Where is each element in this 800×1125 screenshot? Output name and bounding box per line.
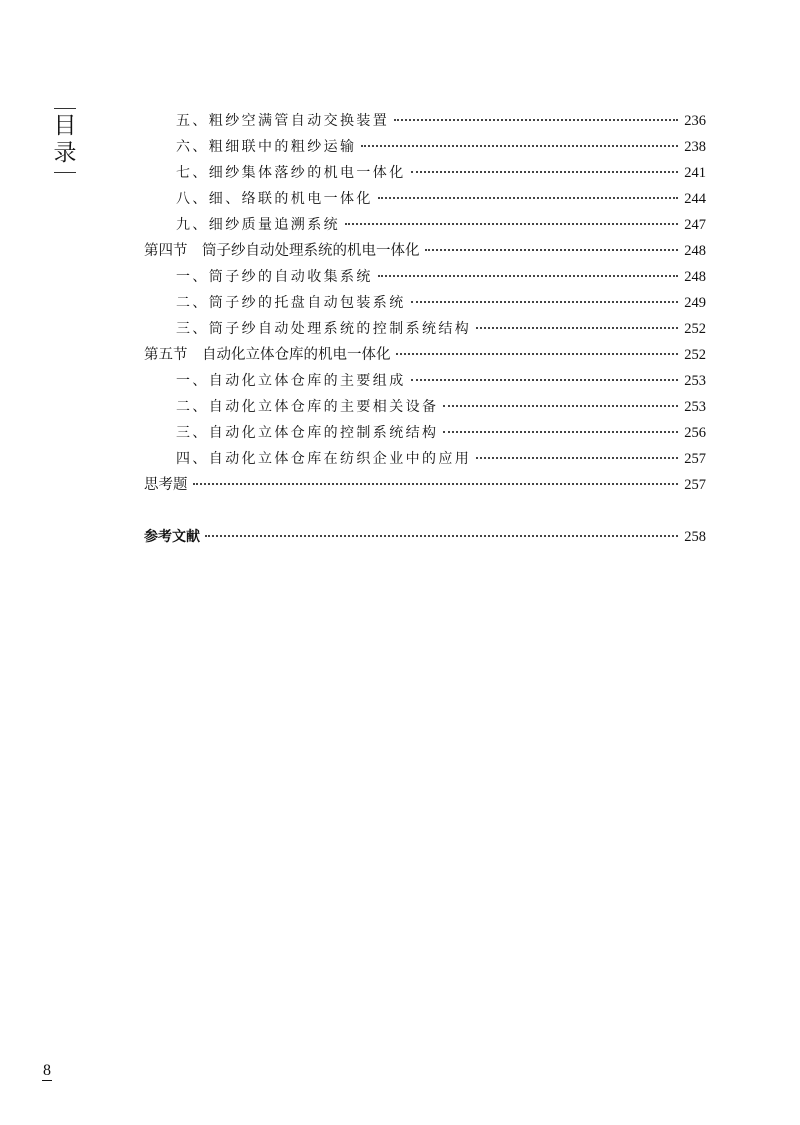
toc-entry-title: 二、自动化立体仓库的主要相关设备 xyxy=(176,399,439,415)
toc-entry-title: 六、粗细联中的粗纱运输 xyxy=(176,139,357,155)
toc-entry-item[interactable] xyxy=(144,446,706,472)
toc-entry-section[interactable] xyxy=(144,342,706,368)
side-tab xyxy=(52,108,78,173)
dot-leader xyxy=(205,535,678,537)
toc-entry-question[interactable] xyxy=(144,472,706,498)
toc-entry-page-number: 249 xyxy=(684,295,706,311)
side-tab-bottom-rule xyxy=(54,172,76,173)
side-tab-top-rule xyxy=(54,108,76,109)
dot-leader xyxy=(378,275,678,277)
dot-leader xyxy=(476,327,678,329)
toc-entry-page-number: 248 xyxy=(684,243,706,259)
toc-entry-page-number: 256 xyxy=(684,425,706,441)
toc-entry-title: 思考题 xyxy=(144,477,188,493)
toc-entry-item[interactable] xyxy=(144,316,706,342)
dot-leader xyxy=(394,119,678,121)
toc-entry-item[interactable] xyxy=(144,290,706,316)
toc-entry-section[interactable] xyxy=(144,238,706,264)
toc-entry-title: 一、筒子纱的自动收集系统 xyxy=(176,269,373,285)
toc-entry-item[interactable] xyxy=(144,394,706,420)
toc-entry-page-number: 244 xyxy=(684,191,706,207)
toc-entry-page-number: 257 xyxy=(684,451,706,467)
toc-entry-item[interactable] xyxy=(144,368,706,394)
dot-leader xyxy=(476,457,678,459)
toc-entry-item[interactable] xyxy=(144,264,706,290)
dot-leader xyxy=(378,197,678,199)
dot-leader xyxy=(411,379,679,381)
toc-entry-page-number: 253 xyxy=(684,399,706,415)
toc-entry-title: 第四节 筒子纱自动处理系统的机电一体化 xyxy=(144,243,420,259)
table-of-contents xyxy=(144,108,706,550)
toc-entry-title: 五、粗纱空满管自动交换装置 xyxy=(176,113,390,129)
toc-entry-page-number: 248 xyxy=(684,269,706,285)
dot-leader xyxy=(443,405,678,407)
toc-entry-page-number: 247 xyxy=(684,217,706,233)
dot-leader xyxy=(345,223,678,225)
toc-entry-item[interactable] xyxy=(144,420,706,446)
toc-entry-title: 一、自动化立体仓库的主要组成 xyxy=(176,373,406,389)
toc-entry-title: 二、筒子纱的托盘自动包装系统 xyxy=(176,295,406,311)
toc-entry-title: 三、筒子纱自动处理系统的控制系统结构 xyxy=(176,321,472,337)
toc-entry-title: 参考文献 xyxy=(144,529,200,545)
dot-leader xyxy=(361,145,678,147)
toc-entry-item[interactable] xyxy=(144,134,706,160)
toc-entry-item[interactable] xyxy=(144,160,706,186)
toc-entry-page-number: 252 xyxy=(684,347,706,363)
dot-leader xyxy=(396,353,679,355)
toc-entry-page-number: 257 xyxy=(684,477,706,493)
toc-entry-title: 四、自动化立体仓库在纺织企业中的应用 xyxy=(176,451,472,467)
page-number: 8 xyxy=(43,1062,51,1079)
toc-entry-title: 七、细纱集体落纱的机电一体化 xyxy=(176,165,406,181)
dot-leader xyxy=(425,249,679,251)
dot-leader xyxy=(411,301,679,303)
toc-entry-page-number: 252 xyxy=(684,321,706,337)
toc-entry-item[interactable] xyxy=(144,108,706,134)
toc-entry-page-number: 238 xyxy=(684,139,706,155)
toc-entry-page-number: 253 xyxy=(684,373,706,389)
toc-entry-title: 八、细、络联的机电一体化 xyxy=(176,191,373,207)
toc-entry-page-number: 258 xyxy=(684,529,706,545)
dot-leader xyxy=(411,171,679,173)
toc-entry-title: 第五节 自动化立体仓库的机电一体化 xyxy=(144,347,391,363)
dot-leader xyxy=(193,483,679,485)
side-tab-title: 目录 xyxy=(53,113,77,166)
toc-entry-references[interactable] xyxy=(144,524,706,550)
toc-entry-page-number: 241 xyxy=(684,165,706,181)
toc-entry-item[interactable] xyxy=(144,212,706,238)
toc-entry-title: 三、自动化立体仓库的控制系统结构 xyxy=(176,425,439,441)
dot-leader xyxy=(443,431,678,433)
toc-entry-page-number: 236 xyxy=(684,113,706,129)
toc-entry-item[interactable] xyxy=(144,186,706,212)
toc-entry-title: 九、细纱质量追溯系统 xyxy=(176,217,340,233)
